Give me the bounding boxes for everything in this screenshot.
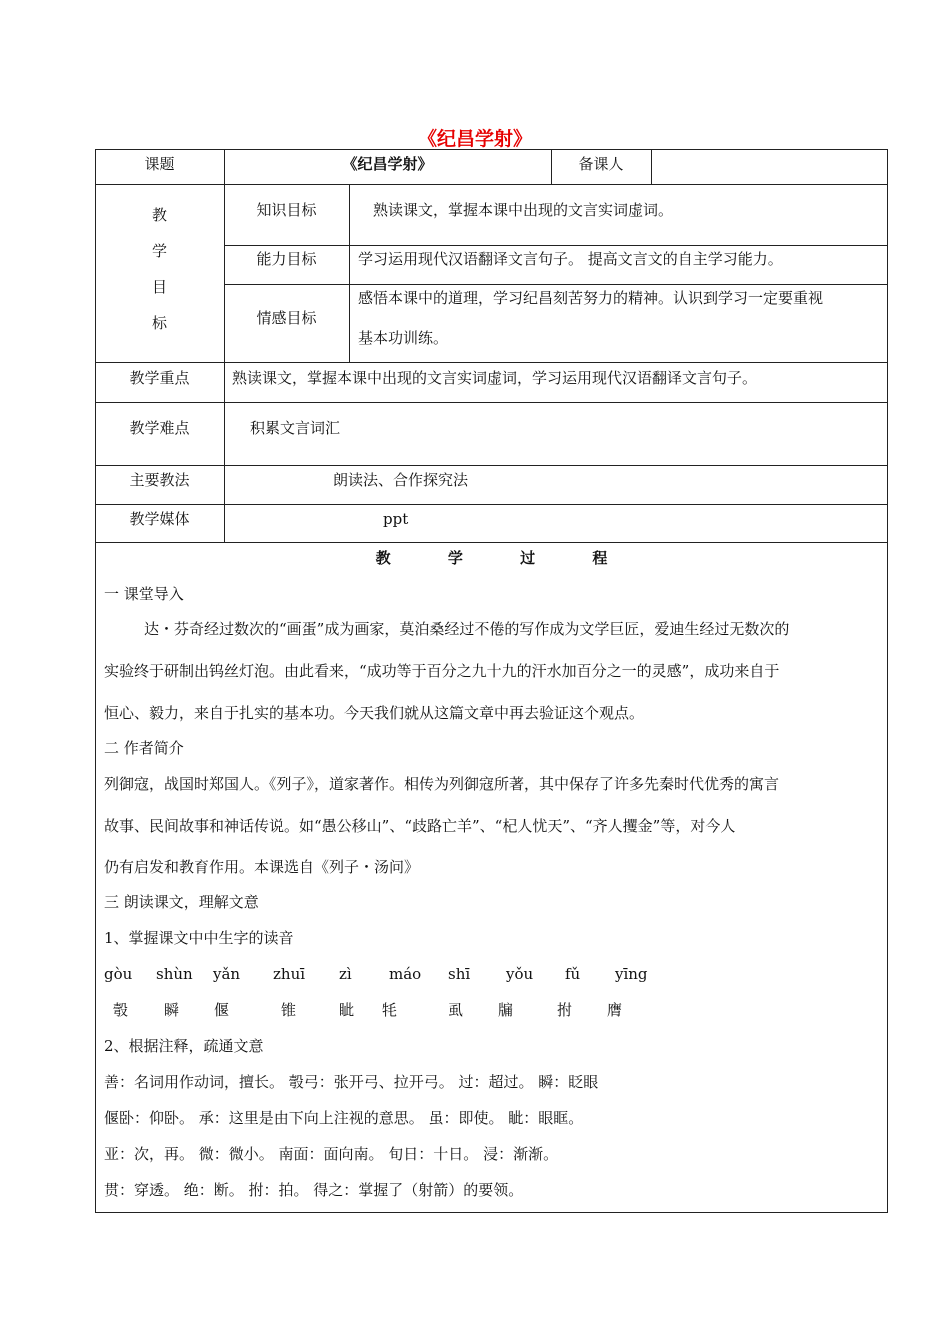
pinyin: yǎn	[213, 965, 241, 983]
character: 眦	[339, 1001, 355, 1019]
section-heading: 一 课堂导入	[104, 585, 184, 603]
character: 牖	[498, 1001, 514, 1019]
topic-label: 课题	[144, 155, 175, 173]
column-divider	[651, 149, 652, 184]
character: 虱	[448, 1001, 464, 1019]
row-divider	[95, 542, 888, 543]
row-divider	[95, 465, 888, 466]
ability-goal-label: 能力目标	[256, 250, 317, 268]
pinyin: shī	[448, 965, 471, 983]
objectives-label-char: 学	[151, 242, 167, 260]
subheading: 2、根据注释，疏通文意	[104, 1037, 264, 1055]
topic-value: 《纪昌学射》	[342, 155, 433, 173]
method-text: 朗读法、合作探究法	[333, 471, 469, 489]
note-line: 偃卧：仰卧。 承：这里是由下向上注视的意思。 虽：即使。 眦：眼眶。	[104, 1109, 584, 1127]
row-divider	[95, 504, 888, 505]
section-heading: 二 作者简介	[104, 739, 184, 757]
row-divider	[95, 362, 888, 363]
paragraph-line: 故事、民间故事和神话传说。如“愚公移山”、“歧路亡羊”、“杞人忧天”、“齐人攫金”等，对今人	[104, 817, 736, 835]
objectives-label-char: 教	[151, 206, 167, 224]
character: 膺	[607, 1001, 623, 1019]
process-heading: 教 学 过 程	[375, 549, 634, 567]
pinyin: zhuī	[273, 965, 306, 983]
difficulty-label: 教学难点	[129, 419, 190, 437]
objectives-label-char: 目	[151, 278, 167, 296]
pinyin: yīng	[615, 965, 648, 983]
emotion-goal-label: 情感目标	[256, 309, 317, 327]
row-divider	[224, 284, 888, 285]
difficulty-text: 积累文言词汇	[250, 419, 341, 437]
row-divider	[95, 184, 888, 185]
pinyin: shùn	[156, 965, 193, 983]
key-points-text: 熟读课文，掌握本课中出现的文言实词虚词，学习运用现代汉语翻译文言句子。	[232, 369, 758, 387]
note-line: 贯：穿透。 绝：断。 拊：拍。 得之：掌握了（射箭）的要领。	[104, 1181, 524, 1199]
paragraph-line: 实验终于研制出钨丝灯泡。由此看来，“成功等于百分之九十九的汗水加百分之一的灵感”，成功来自于	[104, 662, 780, 680]
method-label: 主要教法	[129, 471, 190, 489]
objectives-label-char: 标	[151, 314, 167, 332]
media-label: 教学媒体	[129, 510, 190, 528]
media-text: ppt	[383, 510, 409, 528]
pinyin: zì	[339, 965, 352, 983]
emotion-goal-text: 感悟本课中的道理，学习纪昌刻苦努力的精神。认识到学习一定要重视	[358, 289, 824, 307]
key-points-label: 教学重点	[129, 369, 190, 387]
column-divider	[349, 184, 350, 362]
character: 瞬	[164, 1001, 180, 1019]
paragraph-line: 达・芬奇经过数次的“画蛋”成为画家，莫泊桑经过不倦的写作成为文学巨匠，爱迪生经过无数次的	[144, 620, 790, 638]
document-title: 《纪昌学射》	[417, 128, 532, 150]
pinyin: fǔ	[565, 965, 581, 983]
preparer-label: 备课人	[578, 155, 624, 173]
note-line: 善：名词用作动词，擅长。 彀弓：张开弓、拉开弓。 过：超过。 瞬：眨眼	[104, 1073, 599, 1091]
ability-goal-text: 学习运用现代汉语翻译文言句子。 提高文言文的自主学习能力。	[358, 250, 783, 268]
paragraph-line: 恒心、毅力，来自于扎实的基本功。今天我们就从这篇文章中再去验证这个观点。	[104, 704, 645, 722]
paragraph-line: 仍有启发和教育作用。本课选自《列子・汤问》	[104, 858, 420, 876]
character: 锥	[281, 1001, 297, 1019]
character: 拊	[557, 1001, 573, 1019]
pinyin: máo	[389, 965, 422, 983]
paragraph-line: 列御寇，战国时郑国人。《列子》，道家著作。相传为列御寇所著，其中保存了许多先秦时代优秀的寓言	[104, 775, 780, 793]
note-line: 亚：次，再。 微：微小。 南面：面向南。 旬日：十日。 浸：渐渐。	[104, 1145, 559, 1163]
pinyin: gòu	[104, 965, 133, 983]
character: 偃	[214, 1001, 230, 1019]
subheading: 1、掌握课文中中生字的读音	[104, 929, 294, 947]
row-divider	[224, 245, 888, 246]
knowledge-goal-label: 知识目标	[256, 201, 317, 219]
emotion-goal-text: 基本功训练。	[358, 329, 449, 347]
character: 牦	[382, 1001, 398, 1019]
section-heading: 三 朗读课文，理解文意	[104, 893, 259, 911]
pinyin: yǒu	[506, 965, 534, 983]
row-divider	[95, 402, 888, 403]
knowledge-goal-text: 熟读课文，掌握本课中出现的文言实词虚词。	[373, 201, 674, 219]
character: 彀	[113, 1001, 129, 1019]
